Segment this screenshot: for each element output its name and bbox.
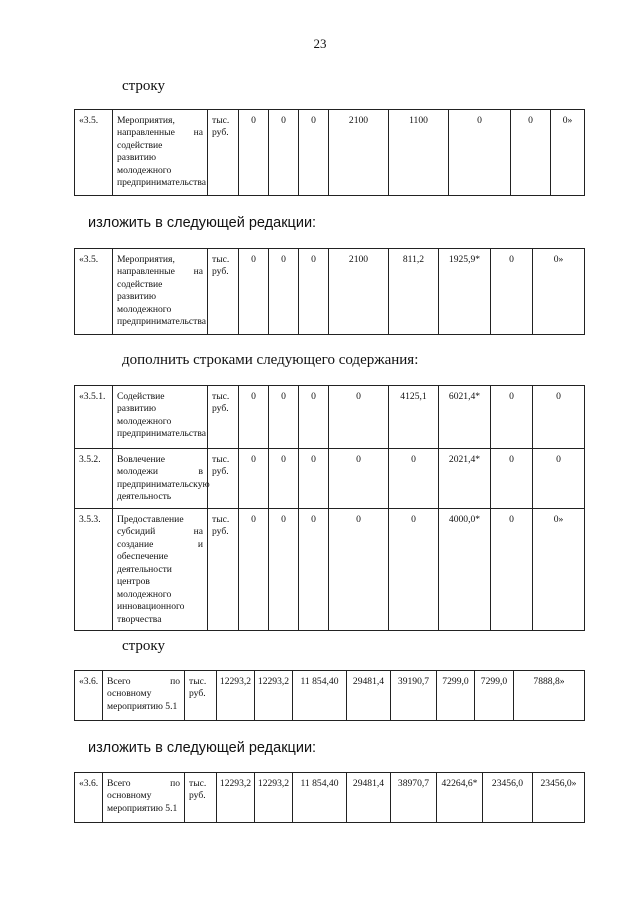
cell-value: 0: [491, 249, 533, 335]
row-name: Предоставление субсидий на создание и обеспечение деятельности центров молодежного инновационного творчества: [113, 509, 208, 631]
cell-value: 0»: [551, 110, 585, 196]
cell-value: 0: [533, 449, 585, 509]
table-row-3-6-old: [74, 670, 585, 721]
table-row: [75, 386, 585, 449]
cell-value: 811,2: [389, 249, 439, 335]
row-unit: тыс. руб.: [208, 386, 239, 449]
cell-value: 0»: [533, 509, 585, 631]
cell-value: 0: [299, 509, 329, 631]
cell-value: 11 854,40: [293, 671, 347, 721]
table-row-3-6-new: [74, 772, 585, 823]
row-name: Мероприятия, направленные на содействие развитию молодежного предпринимательства: [113, 110, 208, 196]
row-number: «3.5.: [75, 110, 113, 196]
row-unit: тыс. руб.: [185, 773, 217, 823]
row-number: «3.5.1.: [75, 386, 113, 449]
cell-value: 0: [329, 386, 389, 449]
cell-value: 0: [449, 110, 511, 196]
heading-stroku-2: строку: [122, 638, 165, 654]
row-number: 3.5.3.: [75, 509, 113, 631]
cell-value: 11 854,40: [293, 773, 347, 823]
cell-value: 2021,4*: [439, 449, 491, 509]
cell-value: 7299,0: [475, 671, 514, 721]
cell-value: 1925,9*: [439, 249, 491, 335]
row-name: Вовлечение молодежи в предпринимательскую деятельность: [113, 449, 208, 509]
row-number: «3.6.: [75, 671, 103, 721]
cell-value: 0: [239, 249, 269, 335]
cell-value: 0: [329, 449, 389, 509]
cell-value: 12293,2: [217, 671, 255, 721]
cell-value: 23456,0: [483, 773, 533, 823]
cell-value: 0: [239, 449, 269, 509]
table-rows-3-5-x: [74, 385, 585, 631]
cell-value: 29481,4: [347, 773, 391, 823]
cell-value: 12293,2: [255, 671, 293, 721]
cell-value: 38970,7: [391, 773, 437, 823]
cell-value: 0: [239, 386, 269, 449]
page-number: 23: [313, 36, 327, 51]
cell-value: 0: [491, 449, 533, 509]
row-name: Содействие развитию молодежного предпринимательства: [113, 386, 208, 449]
row-unit: тыс. руб.: [208, 249, 239, 335]
cell-value: 0: [299, 110, 329, 196]
heading-izlozhit-1: изложить в следующей редакции:: [88, 215, 317, 231]
cell-value: 0: [269, 386, 299, 449]
cell-value: 0: [269, 509, 299, 631]
cell-value: 0: [329, 509, 389, 631]
cell-value: 0: [389, 509, 439, 631]
table-row: [75, 449, 585, 509]
cell-value: 0: [299, 386, 329, 449]
cell-value: 0: [239, 110, 269, 196]
heading-dopolnit: дополнить строками следующего содержания:: [122, 352, 419, 368]
cell-value: 12293,2: [255, 773, 293, 823]
row-unit: тыс. руб.: [208, 110, 239, 196]
cell-value: 0: [239, 509, 269, 631]
cell-value: 7888,8»: [514, 671, 585, 721]
cell-value: 0: [269, 249, 299, 335]
table-row: [75, 509, 585, 631]
cell-value: 0: [491, 386, 533, 449]
row-number: 3.5.2.: [75, 449, 113, 509]
cell-value: 0: [299, 249, 329, 335]
row-unit: тыс. руб.: [208, 449, 239, 509]
cell-value: 0: [299, 449, 329, 509]
row-name: Мероприятия, направленные на содействие развитию молодежного предпринимательства: [113, 249, 208, 335]
cell-value: 1100: [389, 110, 449, 196]
cell-value: 4125,1: [389, 386, 439, 449]
cell-value: 0»: [533, 249, 585, 335]
cell-value: 2100: [329, 249, 389, 335]
row-number: «3.6.: [75, 773, 103, 823]
row-name: Всего по основному мероприятию 5.1: [103, 671, 185, 721]
table-row-3-5-new: [74, 248, 585, 335]
row-name: Всего по основному мероприятию 5.1: [103, 773, 185, 823]
cell-value: 29481,4: [347, 671, 391, 721]
cell-value: 7299,0: [437, 671, 475, 721]
row-unit: тыс. руб.: [185, 671, 217, 721]
cell-value: 6021,4*: [439, 386, 491, 449]
cell-value: 0: [533, 386, 585, 449]
cell-value: 12293,2: [217, 773, 255, 823]
cell-value: 0: [269, 449, 299, 509]
table-row-3-5-old: [74, 109, 585, 196]
cell-value: 0: [511, 110, 551, 196]
cell-value: 0: [269, 110, 299, 196]
heading-stroku-1: строку: [122, 78, 165, 94]
cell-value: 42264,6*: [437, 773, 483, 823]
cell-value: 23456,0»: [533, 773, 585, 823]
heading-izlozhit-2: изложить в следующей редакции:: [88, 740, 317, 756]
row-number: «3.5.: [75, 249, 113, 335]
cell-value: 0: [491, 509, 533, 631]
cell-value: 2100: [329, 110, 389, 196]
cell-value: 0: [389, 449, 439, 509]
row-unit: тыс. руб.: [208, 509, 239, 631]
cell-value: 39190,7: [391, 671, 437, 721]
cell-value: 4000,0*: [439, 509, 491, 631]
